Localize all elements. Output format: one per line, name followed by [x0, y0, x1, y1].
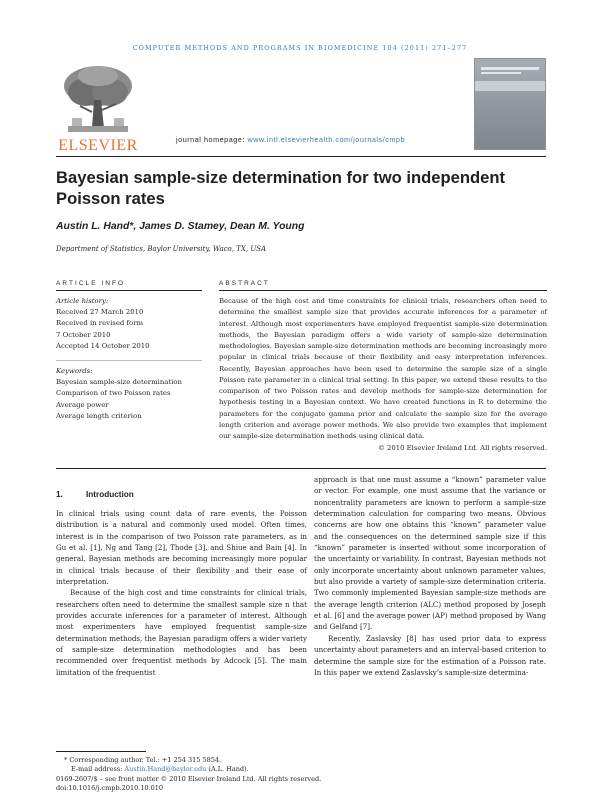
keywords-label: Keywords: — [56, 367, 93, 375]
keywords — [56, 366, 206, 422]
abstract-copyright: © 2010 Elsevier Ireland Ltd. All rights reserved. — [377, 444, 547, 452]
intro-number: 1. — [56, 490, 63, 499]
journal-cover-thumbnail — [474, 58, 546, 150]
abstract-text: Because of the high cost and time constraints for clinical trials, researchers often need to determine the smallest sample size that provides accurate inferences for a parameter of interest. Although most experimenters have employed frequentist sample-size determination methods, the Bayesian paradigm offers a wide variety of sample-size determination methodologies. Bayesian sample-size determination methods are becoming increasingly more popular in clinical trials because of their flexibility and easy interpretation inferences. Recently, Bayesian approaches have been used to determine the sample size of a single Poisson rate parameter in a clinical trial setting. In this paper, we extend these results to the comparison of two Poisson rates and develop methods for sample-size determination for hypothesis testing in a Bayesian context. We have created functions in R to determine the parameters for the conjugate gamma prior and calculate the sample size for the average length criterion and average power methods. We also provide two examples that implement our sample-size determination methods using clinical data. — [219, 297, 547, 440]
front-matter-note: 0169-2607/$ – see front matter © 2010 Elsevier Ireland Ltd. All rights reserved. — [56, 775, 322, 783]
keyword-item: Bayesian sample-size determination — [56, 378, 182, 387]
homepage-link[interactable]: www.intl.elsevierhealth.com/journals/cmpb — [247, 135, 406, 144]
keyword-item: Comparison of two Poisson rates — [56, 389, 171, 398]
header-rule — [56, 156, 546, 157]
article-title: Bayesian sample-size determination for two independent Poisson rates — [56, 168, 506, 208]
abstract-heading: ABSTRACT — [219, 280, 270, 287]
paragraph: approach is that one must assume a “known” parameter value or vector. For example, one must assume that the variance or noncentrality parameters are known to perform a sample-size determination calculation for comparing two means. Obvious concerns are how one obtains this “known” parameter value and the consequences on the determined sample size if this “known” parameter is inserted without some incorporation of the uncertainty or variability. In contrast, Bayesian methods not only incorporate uncertainty about unknown parameter values, but also provide a variety of sample-size determination criteria. Two commonly implemented Bayesian sample-size methods are the average length criterion (ALC) method proposed by Joseph et al. [6] and the average power (AP) method proposed by Wang and Gelfand [7]. — [314, 475, 546, 632]
history-item: Received 27 March 2010 — [56, 308, 144, 317]
article-authors: Austin L. Hand*, James D. Stamey, Dean M. Young — [56, 221, 305, 232]
author-affiliation: Department of Statistics, Baylor University, Waco, TX, USA — [56, 245, 267, 253]
keyword-item: Average power — [56, 400, 109, 409]
corresponding-author-note: * Corresponding author. Tel.: +1 254 315 5854. — [64, 756, 222, 764]
paragraph: In clinical trials using count data of rare events, the Poisson distribution is a natural and commonly used model. Often times, interest is in the comparison of two Poisson rate parameters, as in Gu et al. [1], Ng and Tang [2], Thode [3], and Shiue and Bain [4]. In general, Bayesian methods are becoming increasingly more popular in clinical trials because of their flexibility and their ease of interpretation. — [56, 509, 307, 587]
history-item: Accepted 14 October 2010 — [56, 341, 150, 350]
journal-homepage — [176, 135, 405, 144]
elsevier-wordmark: ELSEVIER — [58, 137, 138, 154]
footnote-rule — [56, 751, 146, 752]
paragraph: Recently, Zaslavsky [8] has used prior data to express uncertainty about parameters and an interval-based criterion to determine the sample size for the estimation of a Poisson rate. In this paper we extend Zaslavsky’s sample-size determina- — [314, 633, 546, 677]
journal-banner: COMPUTER METHODS AND PROGRAMS IN BIOMEDICINE 104 (2011) 271–277 — [132, 44, 468, 52]
email-link[interactable]: Austin.Hand@baylor.edu — [124, 765, 207, 773]
history-item: Received in revised form — [56, 319, 144, 328]
keyword-item: Average length criterion — [56, 411, 142, 420]
doi-note[interactable]: doi:10.1016/j.cmpb.2010.10.010 — [56, 784, 164, 792]
article-history — [56, 296, 206, 352]
keywords-rule — [56, 360, 202, 361]
section-divider — [56, 468, 546, 469]
email-label: E-mail address: — [71, 765, 123, 773]
email-note — [71, 765, 249, 773]
homepage-label: journal homepage: — [176, 135, 245, 144]
email-suffix: (A.L. Hand). — [208, 765, 249, 773]
article-info-heading: ARTICLE INFO — [56, 280, 126, 287]
article-info-rule — [56, 290, 202, 291]
intro-heading — [56, 490, 134, 499]
intro-right-column — [314, 474, 546, 678]
history-label: Article history: — [56, 297, 109, 305]
intro-left-column — [56, 508, 307, 678]
intro-title: Introduction — [86, 490, 134, 499]
abstract-rule — [219, 290, 547, 291]
history-item: 7 October 2010 — [56, 330, 111, 339]
paragraph: Because of the high cost and time constraints for clinical trials, researchers often need to determine the smallest sample size n that provides accurate inferences for a parameter of interest. Although most experimenters have employed frequentist sample-size determination methods, the Bayesian paradigm offers a wider variety of sample-size determination methodologies and has been recommended over frequentist methods by Adcock [5]. The main limitation of the frequentist — [56, 588, 307, 677]
